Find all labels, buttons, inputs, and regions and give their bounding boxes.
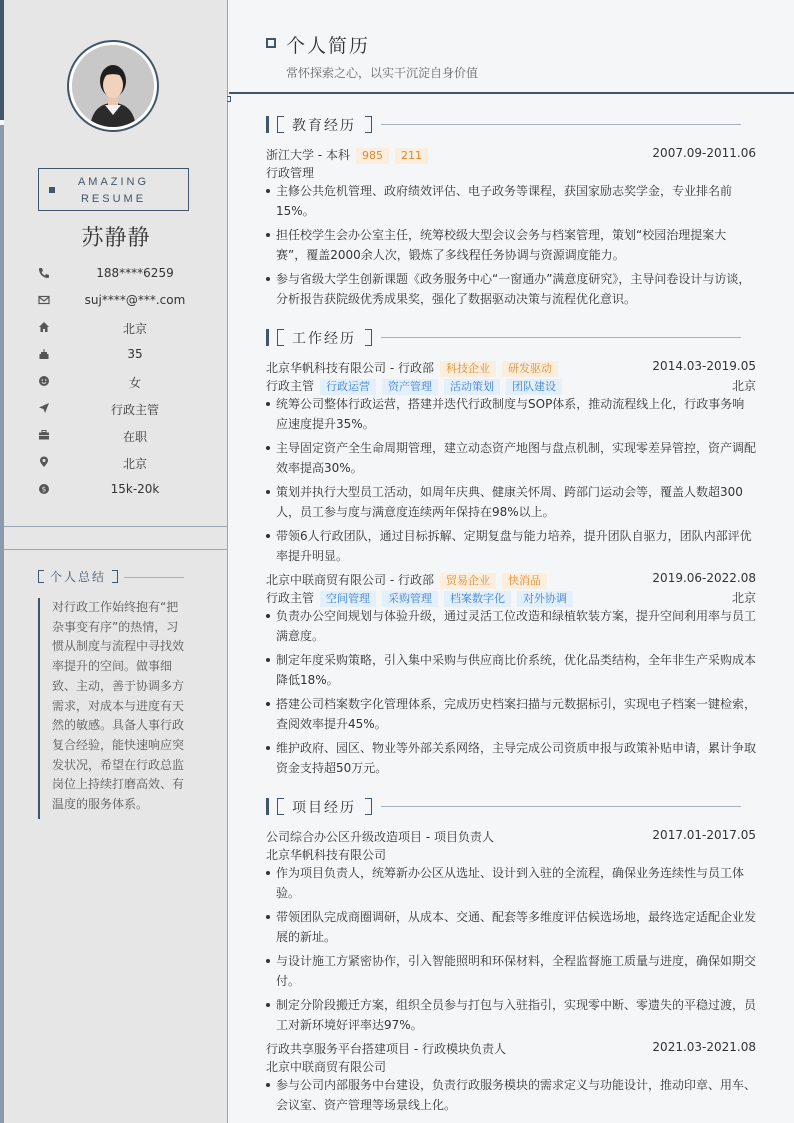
company-name: 北京华帆科技有限公司 - 行政部: [266, 361, 434, 375]
contact-info-list: [34, 264, 214, 507]
list-item: 带领6人行政团队，通过目标拆解、定期复盘与能力培养，提升团队自驱力，团队内部评优率提升明显。: [266, 526, 756, 566]
info-salary: $ 15k-20k: [34, 480, 214, 507]
list-item: 负责办公空间规划与体验升级，通过灵活工位改造和绿植软装方案，提升空间利用率与员工满意度。: [266, 606, 756, 646]
divider: [4, 549, 228, 550]
project-company: 北京华帆科技有限公司: [266, 848, 387, 862]
tag: 贸易企业: [440, 573, 496, 589]
gender-icon: [38, 375, 50, 387]
major: 行政管理: [266, 166, 315, 180]
tag: 对外协调: [517, 591, 573, 607]
job-city: 北京: [731, 379, 756, 393]
list-item: 与设计施工方紧密协作，引入智能照明和环保材料，全程监督施工质量与进度，确保如期交付。: [266, 951, 756, 991]
summary-heading: 个人总结: [38, 568, 198, 586]
list-item: 主导固定资产全生命周期管理，建立动态资产地图与盘点机制，实现零差异管控，资产调配效率提高30%。: [266, 438, 756, 478]
project-row: [266, 828, 756, 846]
tag: 快消品: [502, 573, 547, 589]
badge-line2: RESUME: [80, 193, 147, 205]
job-role-row: [266, 377, 756, 395]
bracket-right: [112, 570, 118, 583]
tag: 活动策划: [444, 379, 500, 395]
list-item: 主修公共危机管理、政府绩效评估、电子政务等课程，获国家励志奖学金，专业排名前15%。: [266, 181, 756, 221]
project-name: 行政共享服务平台搭建项目 - 行政模块负责人: [266, 1042, 506, 1056]
tag: 研发驱动: [502, 361, 558, 377]
job-period: 2014.03-2019.05: [652, 359, 756, 373]
tag: 团队建设: [506, 379, 562, 395]
list-item: 制定年度采购策略，引入集中采购与供应商比价系统，优化品类结构，全年非生产采购成本降低18%。: [266, 650, 756, 690]
tag: 采购管理: [382, 591, 438, 607]
tag: 行政运营: [320, 379, 376, 395]
tag: 空间管理: [320, 591, 376, 607]
phone-icon: [38, 267, 50, 279]
svg-text:$: $: [41, 485, 47, 494]
header-divider: [229, 92, 794, 94]
list-item: 搭建公司档案数字化管理体系，完成历史档案扫描与元数据标引，实现电子档案一键检索，查阅效率提升45%。: [266, 694, 756, 734]
cake-icon: [38, 348, 50, 360]
project-company-row: [266, 1058, 756, 1076]
divider: [4, 526, 228, 527]
tag: 211: [395, 148, 428, 164]
bracket-left: [38, 570, 44, 583]
square-icon: [266, 38, 276, 48]
divider-mark: [227, 96, 231, 102]
company-name: 北京中联商贸有限公司 - 行政部: [266, 573, 434, 587]
list-item: 统筹公司整体行政运营，搭建并迭代行政制度与SOP体系，推动流程线上化，行政事务响应速度提升35%。: [266, 394, 756, 434]
list-item: 担任校学生会办公室主任，统筹校级大型会议会务与档案管理，策划“校园治理提案大赛”，覆盖2000余人次，锻炼了多线程任务协调与资源调度能力。: [266, 225, 756, 265]
list-item: 参与公司内部服务中台建设，负责行政服务模块的需求定义与功能设计，推动印章、用车、会议室、资产管理等场景线上化。: [266, 1075, 756, 1115]
list-item: 带领团队完成商圈调研，从成本、交通、配套等多维度评估候选场地，最终选定适配企业发展的新址。: [266, 907, 756, 947]
info-home: 北京: [34, 318, 214, 345]
project-period: 2017.01-2017.05: [652, 828, 756, 842]
project-name: 公司综合办公区升级改造项目 - 项目负责人: [266, 830, 494, 844]
section-heading-work: 工作经历: [266, 329, 756, 347]
avatar-photo: [72, 45, 154, 127]
briefcase-icon: [38, 429, 50, 441]
resume-badge: [38, 168, 189, 211]
info-location: 北京: [34, 453, 214, 480]
sidebar: [4, 0, 228, 1123]
job-role-row: [266, 589, 756, 607]
summary-text: 对行政工作始终抱有“把杂事变有序”的热情，习惯从制度与流程中寻找效率提升的空间。做事细致、主动，善于协调多方需求，对成本与进度有天然的敏感。具备人事行政复合经验，能快速响应突发状况，希望在行政总监岗位上持续打磨高效、有温度的服务体系。: [38, 598, 190, 819]
project-row: [266, 1040, 756, 1058]
page-title: 个人简历: [286, 35, 371, 57]
list-item: 制定分阶段搬迁方案，组织全员参与打包与入驻指引，实现零中断、零遗失的平稳过渡，员工对新环境好评率达97%。: [266, 995, 756, 1035]
info-position: 行政主管: [34, 399, 214, 426]
tag: 档案数字化: [444, 591, 511, 607]
avatar: [67, 40, 159, 132]
send-icon: [38, 402, 50, 414]
tag: 科技企业: [440, 361, 496, 377]
job-role: 行政主管: [266, 379, 315, 393]
section-heading-education: 教育经历: [266, 116, 756, 134]
job-company-row: [266, 571, 756, 589]
email-icon: [38, 294, 50, 306]
education-row: [266, 146, 756, 164]
list-item: 维护政府、园区、物业等外部关系网络，主导完成公司资质申报与政策补贴申请，累计争取资金支持超50万元。: [266, 738, 756, 778]
info-phone: 188****6259: [34, 264, 214, 291]
location-icon: [38, 456, 50, 468]
square-icon: [49, 187, 55, 193]
info-gender: 女: [34, 372, 214, 399]
job-period: 2019.06-2022.08: [652, 571, 756, 585]
school-name: 浙江大学 - 本科: [266, 148, 350, 162]
page-subtitle: 常怀探索之心，以实干沉淀自身价值: [286, 66, 479, 80]
job-city: 北京: [731, 591, 756, 605]
list-item: 策划并执行大型员工活动，如周年庆典、健康关怀周、跨部门运动会等，覆盖人数超300人，员工参与度与满意度连续两年保持在98%以上。: [266, 482, 756, 522]
info-email: suj****@***.com: [34, 291, 214, 318]
project-company: 北京中联商贸有限公司: [266, 1060, 387, 1074]
person-name: 苏静静: [81, 226, 151, 251]
info-status: 在职: [34, 426, 214, 453]
heading-line: [124, 577, 184, 578]
list-item: 参与省级大学生创新课题《政务服务中心“一窗通办”满意度研究》，主导问卷设计与访谈，分析报告获院级优秀成果奖，强化了数据驱动决策与流程优化意识。: [266, 269, 756, 309]
project-period: 2021.03-2021.08: [652, 1040, 756, 1054]
list-item: 作为项目负责人，统筹新办公区从选址、设计到入驻的全流程，确保业务连续性与员工体验。: [266, 863, 756, 903]
education-period: 2007.09-2011.06: [652, 146, 756, 160]
main-content: [229, 0, 794, 1123]
section-heading-projects: 项目经历: [266, 798, 756, 816]
badge-line1: AMAZING: [77, 176, 150, 188]
major-row: [266, 164, 756, 182]
salary-icon: [38, 483, 50, 495]
job-company-row: [266, 359, 756, 377]
tag: 资产管理: [382, 379, 438, 395]
home-icon: [38, 321, 50, 333]
info-age: 35: [34, 345, 214, 372]
project-company-row: [266, 846, 756, 864]
job-role: 行政主管: [266, 591, 315, 605]
tag: 985: [356, 148, 389, 164]
